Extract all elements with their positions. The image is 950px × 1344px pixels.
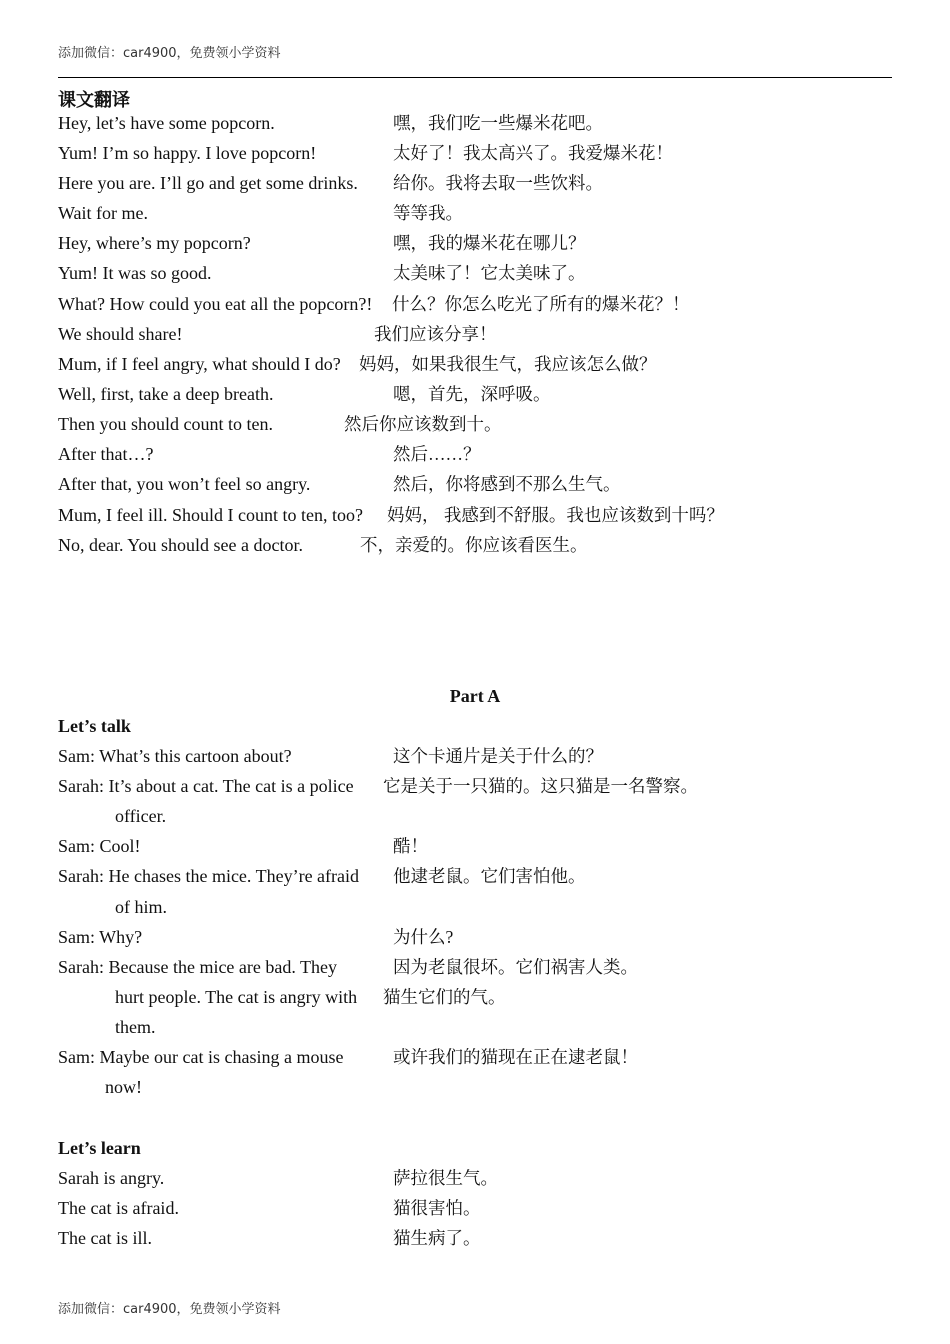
talk-en-line-cont: hurt people. The cat is angry with: [115, 987, 358, 1007]
translation-en-line: Mum, if I feel angry, what should I do?: [58, 354, 341, 374]
learn-en-line: The cat is ill.: [58, 1228, 152, 1248]
translation-cn-line: 妈妈， 我感到不舒服。我也应该数到十吗？: [387, 505, 724, 525]
translation-cn-line: 然后……？: [393, 444, 481, 464]
translation-cn-line: 嘿，我的爆米花在哪儿？: [393, 233, 586, 253]
header-note: 添加微信：car4900，免费领小学资料: [58, 46, 281, 61]
talk-cn-line: 或许我们的猫现在正在逮老鼠！: [393, 1047, 638, 1067]
translation-en-line: After that, you won’t feel so angry.: [58, 474, 311, 494]
translation-en-line: Hey, let’s have some popcorn.: [58, 113, 275, 133]
translation-cn-line: 然后，你将感到不那么生气。: [393, 474, 621, 494]
talk-cn-line: 为什么?: [393, 927, 454, 947]
learn-cn-line: 猫生病了。: [393, 1228, 481, 1248]
talk-en-line: Sam: Why?: [58, 927, 143, 947]
talk-cn-line: 他逮老鼠。它们害怕他。: [393, 866, 586, 886]
talk-en-line-cont: them.: [115, 1017, 156, 1037]
translation-en-line: Mum, I feel ill. Should I count to ten, too?: [58, 505, 363, 525]
translation-en-line: No, dear. You should see a doctor.: [58, 535, 303, 555]
talk-cn-line: 酷！: [393, 836, 428, 856]
translation-en-line: Then you should count to ten.: [58, 414, 273, 434]
talk-en-line: Sam: What’s this cartoon about?: [58, 746, 292, 766]
learn-cn-line: 萨拉很生气。: [393, 1168, 498, 1188]
talk-cn-line: 这个卡通片是关于什么的？: [393, 746, 603, 766]
learn-en-line: The cat is afraid.: [58, 1198, 179, 1218]
talk-en-line-cont: now!: [105, 1077, 142, 1097]
translation-en-line: We should share!: [58, 324, 183, 344]
translation-cn-line: 妈妈，如果我很生气，我应该怎么做？: [359, 354, 657, 374]
talk-en-line: Sam: Cool!: [58, 836, 141, 856]
translation-en-line: Wait for me.: [58, 203, 149, 223]
talk-en-line-cont: officer.: [115, 806, 167, 826]
translation-en-line: Hey, where’s my popcorn?: [58, 233, 251, 253]
talk-en-line-cont: of him.: [115, 897, 167, 917]
talk-cn-line: 它是关于一只猫的。这只猫是一名警察。: [383, 776, 698, 796]
translation-title: 课文翻译: [58, 90, 130, 111]
footer-note: 添加微信：car4900，免费领小学资料: [58, 1302, 281, 1317]
lets-learn-heading: Let’s learn: [58, 1138, 141, 1158]
learn-cn-line: 猫很害怕。: [393, 1198, 481, 1218]
translation-cn-line: 给你。我将去取一些饮料。: [393, 173, 603, 193]
talk-cn-line-cont: 猫生它们的气。: [383, 987, 506, 1007]
translation-cn-line: 我们应该分享！: [374, 324, 497, 344]
translation-cn-line: 什么？你怎么吃光了所有的爆米花？！: [392, 294, 690, 314]
translation-en-line: What? How could you eat all the popcorn?!: [58, 294, 373, 314]
talk-en-line: Sarah: Because the mice are bad. They: [58, 957, 338, 977]
translation-en-line: Here you are. I’ll go and get some drinks.: [58, 173, 358, 193]
translation-cn-line: 嗯，首先，深呼吸。: [393, 384, 551, 404]
header-divider: [58, 77, 892, 78]
talk-en-line: Sarah: It’s about a cat. The cat is a police: [58, 776, 354, 796]
translation-cn-line: 太好了！我太高兴了。我爱爆米花！: [393, 143, 673, 163]
translation-cn-line: 等等我。: [393, 203, 463, 223]
translation-cn-line: 然后你应该数到十。: [344, 414, 502, 434]
learn-en-line: Sarah is angry.: [58, 1168, 165, 1188]
talk-en-line: Sarah: He chases the mice. They’re afraid: [58, 866, 360, 886]
lets-talk-heading: Let’s talk: [58, 716, 131, 736]
talk-en-line: Sam: Maybe our cat is chasing a mouse: [58, 1047, 344, 1067]
translation-cn-line: 不，亲爱的。你应该看医生。: [360, 535, 588, 555]
translation-en-line: After that…?: [58, 444, 154, 464]
talk-cn-line: 因为老鼠很坏。它们祸害人类。: [393, 957, 638, 977]
translation-en-line: Well, first, take a deep breath.: [58, 384, 274, 404]
translation-en-line: Yum! I’m so happy. I love popcorn!: [58, 143, 317, 163]
part-a-title: Part A: [449, 686, 501, 706]
translation-en-line: Yum! It was so good.: [58, 263, 212, 283]
translation-cn-line: 嘿，我们吃一些爆米花吧。: [393, 113, 603, 133]
translation-cn-line: 太美味了！它太美味了。: [393, 263, 586, 283]
